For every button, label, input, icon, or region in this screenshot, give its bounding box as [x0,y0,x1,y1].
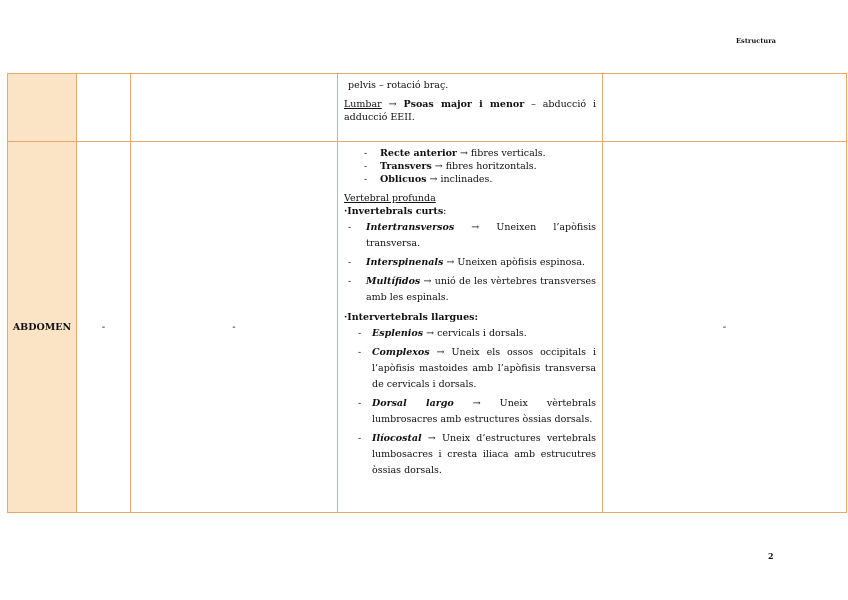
list-item: - Interspinenals → Uneixen apòfisis espinosa. [344,255,596,271]
short-list [344,220,596,306]
long-list [344,326,596,479]
list-item: - Intertransversos → Uneixen l’apòfisis transversa. [344,220,596,252]
table-cell [603,74,847,142]
abdominal-list [344,147,596,186]
intro-text: pelvis – rotació braç. [348,80,449,91]
table-cell [603,142,847,513]
list-item: - Transvers → fibres horitzontals. [344,160,596,173]
row-label: ABDOMEN [12,321,72,333]
list-item: - Oblicuos → inclinades. [344,173,596,186]
cell-dash: - [722,321,727,333]
header-title: Estructura [736,37,777,45]
table-cell [131,142,338,513]
table-cell [77,142,131,513]
muscles-cell [338,74,603,142]
arrow: → [381,99,404,110]
list-item: - Ilíocostal → Uneix d’estructures vertebrals lumbosacres i cresta iliaca amb estrucutres òssias dorsals. [344,431,596,479]
row-label-cell [8,142,77,513]
lumbar-label: Lumbar [344,99,382,110]
vertebral-heading: Vertebral profunda [344,193,436,204]
list-item: - Multífidos → unió de les vèrtebres transverses amb les espinals. [344,274,596,306]
lumbar-paragraph [344,98,596,124]
list-item: - Esplenios → cervicals i dorsals. [344,326,596,342]
list-item: - Complexos → Uneix els ossos occipitals i l’apòfisis mastoides amb l’apòfisis transversa de cervicals i dorsals. [344,345,596,393]
content-table [7,73,847,513]
lumbar-muscle: Psoas major i menor [403,99,525,110]
table-cell [131,74,338,142]
table-row [8,74,847,142]
table-cell [77,74,131,142]
table-row [8,142,847,513]
muscles-cell [338,142,603,513]
page-number: 2 [768,551,774,561]
short-heading: ·Invertebrals curts: [344,206,447,217]
list-item: - Recte anterior → fibres verticals. [344,147,596,160]
row-label-cell [8,74,77,142]
cell-dash: - [232,321,236,333]
long-heading: ·Intervertebrals llargues: [344,312,478,323]
list-item: - Dorsal largo → Uneix vèrtebrals lumbrosacres amb estructures òssias dorsals. [344,396,596,428]
lumbar-desc: – abducció i adducció EEII. [344,99,596,123]
cell-dash: - [101,321,106,333]
